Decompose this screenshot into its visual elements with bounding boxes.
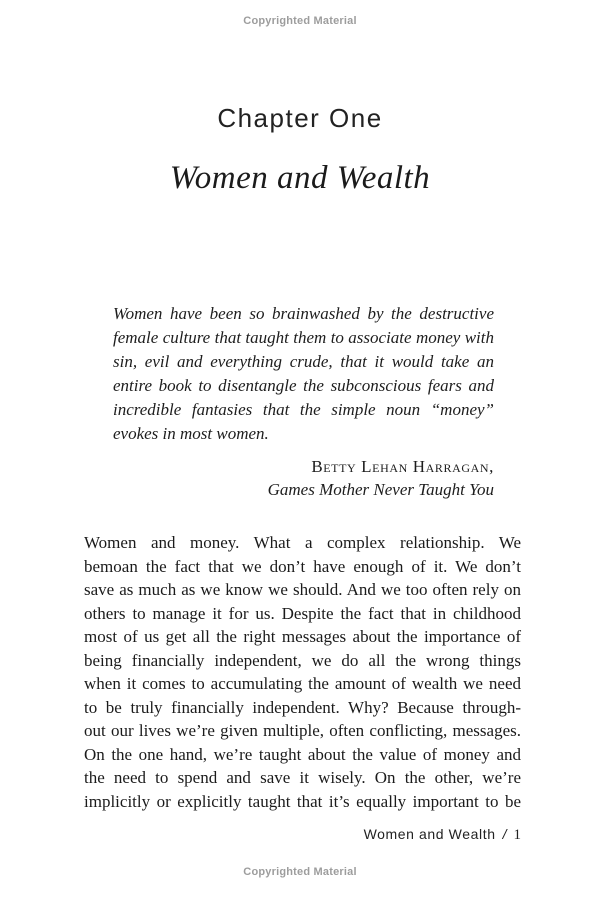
text-line: the need to spend and save it wisely. On the other, we’re bbox=[84, 768, 521, 787]
text-line: others to manage it for us. Despite the fact that in childhood bbox=[84, 603, 521, 623]
text-line: female culture that taught them to associate money with bbox=[113, 328, 494, 347]
text-line: out our lives we’re given multiple, often conflicting, messages. bbox=[84, 721, 521, 740]
copyright-notice-bottom: Copyrighted Material bbox=[243, 866, 357, 878]
text-line: when it comes to accumulating the amount of wealth we need bbox=[84, 674, 521, 693]
body-paragraph bbox=[84, 531, 521, 813]
attribution-author: Betty Lehan Harragan, bbox=[311, 457, 494, 476]
running-footer bbox=[84, 826, 521, 844]
text-line: Women and money. What a complex relationship. We bbox=[84, 533, 521, 552]
text-line: most of us get all the right messages about the importance of bbox=[84, 627, 521, 646]
text-line: save as much as we know we should. And we too often rely on bbox=[84, 580, 521, 599]
page-number: 1 bbox=[513, 827, 521, 843]
text-line: entire book to disentangle the subconscious fears and bbox=[113, 376, 494, 395]
text-line: bemoan the fact that we don’t have enough of it. We don’t bbox=[84, 556, 521, 576]
text-line: evokes in most women. bbox=[113, 424, 269, 443]
text-line: Women have been so brainwashed by the destructive bbox=[113, 304, 494, 323]
chapter-label: Chapter One bbox=[217, 103, 383, 133]
text-line: to be truly financially independent. Why? Because through- bbox=[84, 697, 521, 717]
running-footer-separator: / bbox=[502, 826, 507, 842]
chapter-title: Women and Wealth bbox=[169, 160, 431, 196]
text-line: sin, evil and everything crude, that it would take an bbox=[113, 352, 494, 371]
epigraph bbox=[113, 302, 494, 446]
running-footer-title: Women and Wealth bbox=[363, 826, 496, 842]
text-line: being financially independent, we do all the wrong things bbox=[84, 650, 521, 670]
text-line: incredible fantasies that the simple noun “money” bbox=[113, 400, 494, 419]
text-line: implicitly or explicitly taught that it’s equally important to be bbox=[84, 791, 521, 811]
epigraph-attribution bbox=[113, 455, 494, 501]
copyright-notice-top: Copyrighted Material bbox=[243, 15, 357, 27]
text-line: On the one hand, we’re taught about the value of money and bbox=[84, 744, 521, 764]
attribution-book-title: Games Mother Never Taught You bbox=[267, 480, 494, 499]
